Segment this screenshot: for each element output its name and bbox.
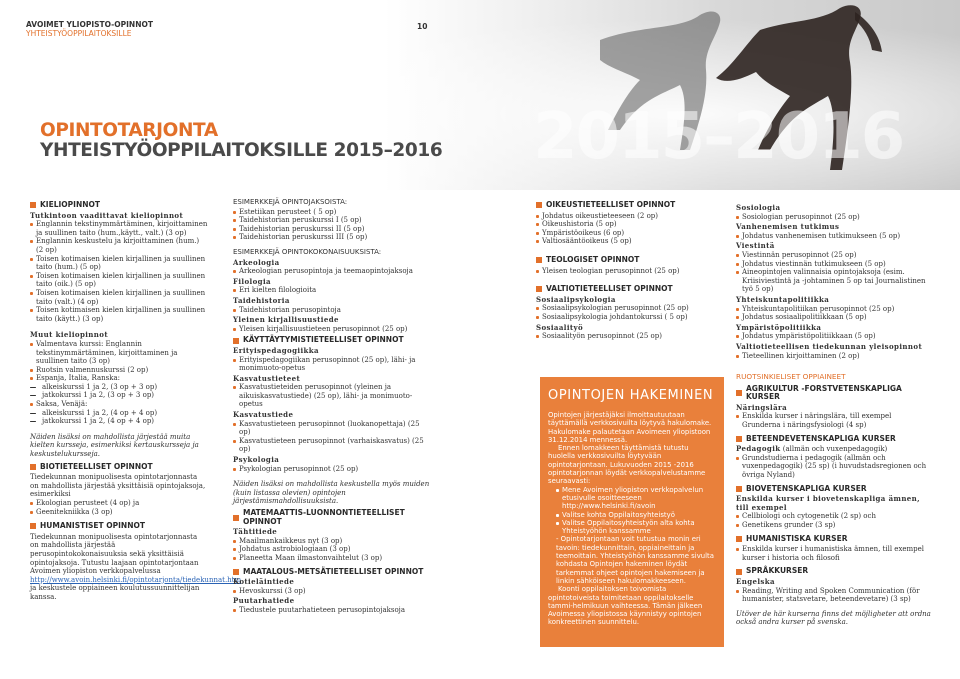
heading-text: MAATALOUS-METSÄTIETEELLISET OPINNOT [243,566,424,576]
subheading: Kasvatustiede [233,410,294,420]
section-heading-teo [536,256,726,265]
subheading: Sosiaalipsykologia [536,294,616,304]
square-bullet-icon [736,536,742,542]
section-heading-hum [30,522,208,531]
list [736,545,932,562]
square-bullet-icon [30,523,36,529]
square-bullet-icon [736,436,742,442]
info-box-hakeminen [540,377,724,647]
square-bullet-icon [233,515,239,521]
list [736,305,932,322]
column-2 [233,198,433,615]
hum-text-part: Tiedekunnan monipuolisesta opintotarjonnasta on mahdollista järjestää perusopintokokonaisuuksia sekä yksittäisiä opintojaksoja. Tutustu laajaan opintotarjontaan Avoimen yliopiston verkkopalvelussa [30,532,199,576]
list [536,212,726,246]
list-item: Toisen kotimaisen kielen kirjallinen ja suullinen taito (hum.) (5 op) [30,255,208,272]
list-item: Erityispedagogiikan perusopinnot (25 op), lähi- ja monimuoto-opetus [233,356,433,373]
square-bullet-icon [736,390,742,396]
list-item: Grundstudierna i pedagogik (allmän och vuxenpedagogik) (25 sp) (i huvudstadsregionen och övriga Nyland) [736,454,932,480]
list [233,606,433,615]
subheading: Puutarhatiede [233,596,295,606]
subheading: Kotieläintiede [233,577,295,587]
subheading: Filologia [233,276,271,286]
page-number: 10 [417,22,428,31]
list-item: Johdatus viestinnän tutkimukseen (5 op) [736,260,932,269]
square-bullet-icon [536,286,542,292]
list-item: Taidehistorian perusopintoja [233,306,433,315]
section-heading-val [536,285,726,294]
column-4 [736,204,932,627]
list-muut [30,340,208,426]
list [233,267,433,276]
box-title: OPINTOJEN HAKEMINEN [548,388,714,403]
section-heading-mat [233,509,433,526]
subheading: Viestintä [736,241,775,251]
heading-text: HUMANISTISET OPINNOT [40,521,145,531]
list-item: Tieteellinen kirjoittaminen (2 op) [736,352,932,361]
list-item: Johdatus astrobiologiaan (3 op) [233,545,433,554]
list-item: Hevoskurssi (3 op) [233,587,433,596]
section-heading-hum [736,535,932,544]
list-item: Toisen kotimaisen kielen kirjallinen ja suullinen taito (käytt.) (3 op) [30,306,208,323]
heading-text: BETEENDEVETENSKAPLIGA KURSER [746,433,896,443]
list-item: Estetiikan perusteet ( 5 op) [233,208,433,217]
box-list [556,486,716,536]
subheading: Tähtitiede [233,527,278,537]
list-item: Taidehistorian peruskurssi III (5 op) [233,233,433,242]
esim-heading: ESIMERKKEJÄ OPINTOJAKSOISTA: [233,198,348,206]
subheading: Engelska [736,576,775,586]
heading-text: MATEMAATTIS-LUONNONTIETEELLISET OPINNOT [243,508,405,526]
subheading: Yhteiskuntapolitiikka [736,294,830,304]
list-item: Yhteiskuntapolitiikan perusopinnot (25 op) [736,305,932,314]
box-paragraph: Koonti oppilaitoksen toivomista opintotoiveista toimitetaan oppilaitokselle tammi-helmikuun vaihteessa. Tämän jälkeen Avoimessa yliopistossa käynnistyy opintojen konkreettinen suunnittelu. [548,585,703,627]
list-item: Arkeologian perusopintoja ja teemaopintojaksoja [233,267,433,276]
list [233,325,433,334]
subheading: Vanhenemisen tutkimus [736,222,840,232]
bio-text: Tiedekunnan monipuolisesta opintotarjonnasta on mahdollista järjestää yksittäisiä opintojaksoja, esimerkiksi [30,473,206,499]
column-1 [30,198,242,602]
list-esim [233,208,433,242]
subheading: Näringslära [736,402,788,412]
list-item: Sosiaalipsykologia johdantokurssi ( 5 op) [536,313,726,322]
list-item[interactable]: Mene Avoimen yliopiston verkkopalvelun etusivulle osoitteeseen http://www.helsinki.fi/avoin [556,486,716,511]
list [233,537,433,563]
list-item: alkeiskurssi 1 ja 2, (3 op + 3 op) [30,383,208,392]
running-head-line1: AVOIMET YLIOPISTO-OPINNOT [26,20,153,29]
square-bullet-icon [536,202,542,208]
list-item: Ruotsin valmennuskurssi (2 op) [30,366,208,375]
heading-text: HUMANISTISKA KURSER [746,533,848,543]
page-title [40,121,442,161]
list-item: Geenitekniikka (3 op) [30,508,208,517]
list-item: Englannin tekstinymmärtäminen, kirjoittaminen ja suullinen taito (hum.,käytt., valt.) (3 op) [30,220,208,237]
note-kay: Näiden lisäksi on mahdollista keskustella myös muiden (kuin listassa olevien) opintojen järjestämismahdollisuuksista. [233,480,430,506]
subheading: Psykologia [233,455,280,465]
list-item: Ympäristöoikeus (6 op) [536,229,726,238]
list [736,232,932,241]
subheading: Valtiotieteellisen tiedekunnan yleisopinnot [736,341,923,351]
title-line1: OPINTOTARJONTA [40,120,218,141]
list-item: Johdatus vanhenemisen tutkimukseen (5 op) [736,232,932,241]
list-item: Reading, Writing and Spoken Communication (för humanister, statsvetare, beteendevetare) (3 sp) [736,587,932,604]
subheading: Kasvatustieteet [233,373,301,383]
subheading: Erityispedagogiikka [233,345,319,355]
list-item: Johdatus oikeustieteeseen (2 op) [536,212,726,221]
square-bullet-icon [233,338,239,344]
square-bullet-icon [233,569,239,575]
list-item: Sosiaalityön perusopinnot (25 op) [536,332,726,341]
list-item: Yleisen teologian perusopinnot (25 op) [536,267,726,276]
heading-text: SPRÅKKURSER [746,566,809,576]
subheading: Arkeologia [233,257,280,267]
list-item: Johdatus sosiaalipolitiikkaan (5 op) [736,313,932,322]
list-item: Sosiologian perusopinnot (25 op) [736,213,932,222]
list [233,286,433,295]
subheading: Enskilda kurser i biovetenskapliga ämnen, till exempel [736,494,920,512]
list-item: Oikeushistoria (5 op) [536,220,726,229]
list-item: Valitse kohta Oppilaitosyhteistyö [556,511,716,519]
list [736,512,932,529]
square-bullet-icon [30,464,36,470]
list [233,356,433,373]
list-item: jatkokurssi 1 ja 2, (3 op + 3 op) [30,391,208,400]
esim2-heading: ESIMERKKEJÄ OPINTOKOKONAISUUKSISTA: [233,247,382,256]
list-item: Aineopintojen valinnaisia opintojaksoja (esim. Kriisiviestintä ja -johtaminen 5 op tai Journalistinen työ 5 op) [736,268,932,294]
list-item: Cellbiologi och cytogenetik (2 sp) och [736,512,932,521]
list-item: Toisen kotimaisen kielen kirjallinen ja suullinen taito (oik.) (5 op) [30,272,208,289]
list [233,306,433,315]
box-paragraph: Opintojen järjestäjäksi ilmoittautuutaan täyttämällä verkkosivuilta löytyvä hakulomake. Hakulomake palautetaan Avoimeen yliopistoon 31.12.2014 mennessä. [548,411,712,444]
heading-text: BIOTIETEELLISET OPINNOT [40,461,153,471]
section-heading-bio [30,463,208,472]
square-bullet-icon [736,569,742,575]
list-item: Kasvatustieteen perusopinnot (varhaiskasvatus) (25 op) [233,437,433,454]
section-heading-oik [536,201,726,210]
list-item: Yleisen kirjallisuustieteen perusopinnot (25 op) [233,325,433,334]
list [736,213,932,222]
box-paragraph: Ennen lomakkeen täyttämistä tutustu huolella verkkosivuilta löytyvään opintotarjontaan. Lukuvuoden 2015 -2016 opintotarjonnan löydät verkkopalvelustamme seuraavasti: [548,444,706,486]
list-item: jatkokurssi 1 ja 2, (4 op + 4 op) [30,417,208,426]
heading-text: TEOLOGISET OPINNOT [546,254,640,264]
subheading: Taidehistoria [233,295,290,305]
list-item: Planeetta Maan ilmastonvaihtelut (3 op) [233,554,433,563]
list [536,267,726,276]
list [536,304,726,321]
square-bullet-icon [736,486,742,492]
list-item: Kasvatustieteen perusopinnot (luokanopettaja) (25 op) [233,420,433,437]
subheading: Sosiaalityö [536,322,584,332]
list-item: Enskilda kurser i humanistiska ämnen, till exempel kurser i historia och filosofi [736,545,932,562]
section-heading-maa [233,568,433,577]
list-item: Valtiosääntöoikeus (5 op) [536,237,726,246]
list-item: Johdatus ympäristöpolitiikkaan (5 op) [736,332,932,341]
title-line2: YHTEISTYÖOPPILAITOKSILLE 2015–2016 [40,140,443,161]
list-item: Espanja, Italia, Ranska: [30,374,208,383]
hero-year: 2015–2016 [533,100,904,174]
list-item: Taidehistorian peruskurssi II (5 op) [233,225,433,234]
list [233,383,433,409]
column-3 [536,198,726,341]
running-head [26,20,153,38]
list-item: Ekologian perusteet (4 op) ja [30,499,208,508]
list-item: Englannin keskustelu ja kirjoittaminen (hum.) (2 op) [30,237,208,254]
list [736,352,932,361]
list-tutkintoon [30,220,208,323]
subheading: Ympäristöpolitiikka [736,322,822,332]
list-item: Eri kielten filologioita [233,286,433,295]
list [736,332,932,341]
heading-text: OIKEUSTIETEELLISET OPINNOT [546,200,676,209]
list-item: Toisen kotimaisen kielen kirjallinen ja suullinen taito (valt.) (4 op) [30,289,208,306]
list [233,465,433,474]
ped-line [736,445,932,454]
heading-text: KIELIOPINNOT [40,200,101,209]
list-item: Enskilda kurser i näringslära, till exempel Grunderna i näringsfysiologi (4 sp) [736,412,932,429]
heading-text: AGRIKULTUR -FORSTVETENSKAPLIGA KURSER [746,383,902,402]
subheading: Sosiologia [736,203,781,212]
list-item: alkeiskurssi 1 ja 2, (4 op + 4 op) [30,409,208,418]
list-item: Kasvatustieteiden perusopinnot (yleinen ja aikuiskasvatustiede) (25 op), lähi- ja monimuoto-opetus [233,383,433,409]
hum-text-part2: ja keskustele oppiaineen koulutussuunnittelijan kanssa. [30,584,200,601]
section-heading-kay [233,336,433,345]
heading-text: BIOVETENSKAPLIGA KURSER [746,483,867,493]
list-item: Taidehistorian peruskurssi I (5 op) [233,216,433,225]
hum-link[interactable]: http://www.avoin.helsinki.fi/opintotarjonta/tiedekunnat.htm [30,575,242,584]
heading-text: VALTIOTIETEELLISET OPINNOT [546,284,673,294]
list-item: Sosiaalipsykologian perusopinnot (25 op) [536,304,726,313]
list-item: Valitse Oppilaitosyhteistyön alta kohta Yhteistyöhön kanssamme [556,519,716,536]
subheading-tutkintoon: Tutkintoon vaadittavat kieliopinnot [30,210,184,220]
section-heading-bio [736,485,932,494]
list [736,251,932,294]
section-heading-kieliopinnot [30,201,208,210]
list-item: Maailmankaikkeus nyt (3 op) [233,537,433,546]
list [536,332,726,341]
square-bullet-icon [536,257,542,263]
list-item: Tiedustele puutarhatieteen perusopintojaksoja [233,606,433,615]
ped-rest: (allmän och vuxenpedagogik) [782,445,888,454]
heading-text: KÄYTTÄYTYMISTIETEELLISET OPINNOT [243,335,404,345]
list-item: Saksa, Venäjä: [30,400,208,409]
list-item: Viestinnän perusopinnot (25 op) [736,251,932,260]
section-heading-bet [736,435,932,444]
ruotsi-heading: RUOTSINKIELISET OPPIAINEET [736,372,846,382]
subheading-muut: Muut kieliopinnot [30,330,108,340]
hum-text [30,532,242,602]
list-item: Psykologian perusopinnot (25 op) [233,465,433,474]
note-kielet: Näiden lisäksi on mahdollista järjestää muita kielten kursseja, esimerkiksi kertauskursseja ja keskustelukursseja. [30,432,199,459]
list [736,454,932,480]
note-svenska: Utöver de här kurserna finns det möjligheter att ordna också andra kurser på svenska. [736,609,931,627]
subheading: Pedagogik [736,444,781,454]
list [736,412,932,429]
running-head-line2: YHTEISTYÖOPPILAITOKSILLE [26,29,132,38]
section-heading-agr [736,385,932,402]
section-heading-spr [736,567,932,576]
subheading: Yleinen kirjallisuustiede [233,315,339,325]
list-item: Genetikens grunder (3 sp) [736,521,932,530]
square-bullet-icon [30,202,36,208]
list [233,587,433,596]
box-paragraph: - Opintotarjontaan voit tutustua monin eri tavoin: tiedekunnittain, oppiaineittain ja teemoittain. Yhteistyöhön kanssamme sivulta kohdasta Opintojen hakeminen löydät tarkemmat ohjeet opintojen hakemiseen ja linkin sähköiseen hakulomakkeeseen. [556,535,714,585]
list-item: Valmentava kurssi: Englannin tekstinymmärtäminen, kirjoittaminen ja suullinen taito (3 op) [30,340,208,366]
list [233,420,433,454]
list [736,587,932,604]
list-bio [30,499,208,516]
